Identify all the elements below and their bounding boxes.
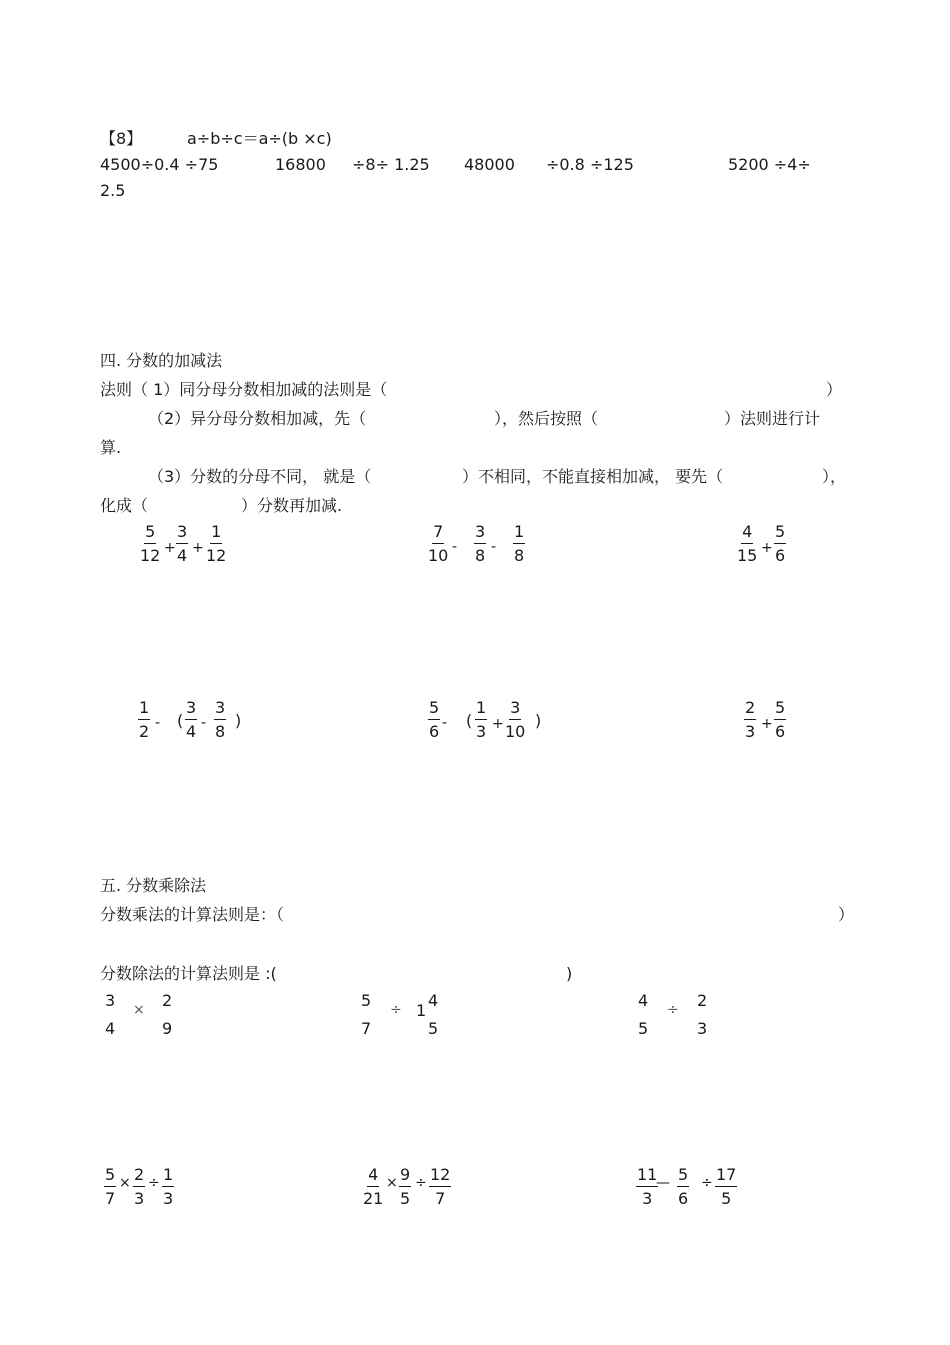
- times-sign: ×: [119, 1175, 131, 1191]
- fraction: $\frac{5}{6}$: [429, 698, 440, 741]
- fraction: $\frac{1}{2}$: [139, 698, 150, 741]
- rule3-text-d: 化成（: [100, 496, 149, 515]
- divide-sign: ÷: [390, 1002, 402, 1018]
- fraction: $\frac{1}{12}$: [206, 522, 227, 565]
- rule3-text-e: ）分数再加减.: [241, 496, 343, 515]
- left-paren: (: [177, 711, 184, 730]
- times-sign: ×: [386, 1175, 398, 1191]
- multiplication-rule-close: ）: [838, 905, 855, 924]
- rule2-text-d: 算.: [100, 438, 122, 457]
- fraction: 2 3: [697, 991, 708, 1038]
- section4-title: 四. 分数的加减法: [100, 351, 223, 370]
- section8-rule: a÷b÷c＝a÷(b ×c): [187, 129, 332, 148]
- plus-sign: +: [492, 716, 504, 732]
- fraction: $\frac{3}{8}$: [475, 522, 486, 565]
- fraction: $\frac{5}{6}$: [775, 522, 786, 565]
- section5-title: 五. 分数乘除法: [100, 876, 207, 895]
- fraction: $\frac{4}{15}$: [737, 522, 758, 565]
- fraction: $\frac{11}{3}$: [637, 1165, 658, 1208]
- fraction: $\frac{2}{3}$: [745, 698, 756, 741]
- division-rule: 分数除法的计算法则是 :(: [100, 964, 277, 983]
- rule3-text-b: ）不相同，不能直接相加减， 要先（: [462, 467, 724, 486]
- fraction: 3 4: [105, 991, 116, 1038]
- minus-sign: —: [656, 1175, 670, 1191]
- plus-sign: +: [164, 540, 176, 556]
- fraction: $\frac{1}{8}$: [514, 522, 525, 565]
- fraction: $\frac{2}{3}$: [134, 1165, 145, 1208]
- fraction: $\frac{4}{21}$: [363, 1165, 384, 1208]
- fraction: $\frac{17}{5}$: [716, 1165, 737, 1208]
- rule3-text-c: ），: [822, 467, 847, 486]
- section8-question-4a: 5200 ÷4÷: [728, 155, 811, 174]
- fraction: 4 5: [428, 991, 439, 1038]
- divide-sign: ÷: [701, 1175, 713, 1191]
- minus-sign: -: [201, 715, 207, 731]
- fraction: 5 7: [361, 991, 372, 1038]
- section8-question-3b: ÷0.8 ÷125: [546, 155, 634, 174]
- plus-sign: +: [761, 540, 773, 556]
- rule2-text-b: ），然后按照（: [494, 409, 599, 428]
- fraction: $\frac{5}{6}$: [775, 698, 786, 741]
- section8-question-2a: 16800: [275, 155, 326, 174]
- fraction: 2 9: [162, 991, 173, 1038]
- fraction: $\frac{5}{12}$: [140, 522, 161, 565]
- fraction: $\frac{12}{7}$: [430, 1165, 451, 1208]
- rule2-text: （2）异分母分数相加减，先（: [148, 409, 367, 428]
- minus-sign: -: [452, 539, 458, 555]
- minus-sign: -: [155, 715, 161, 731]
- section8-question-3a: 48000: [464, 155, 515, 174]
- plus-sign: +: [761, 716, 773, 732]
- fraction: $\frac{3}{4}$: [177, 522, 188, 565]
- rule1-close: ）: [826, 380, 843, 399]
- divide-sign: ÷: [148, 1175, 160, 1191]
- fraction: 4 5: [638, 991, 649, 1038]
- fraction: $\frac{3}{10}$: [505, 698, 526, 741]
- fraction: $\frac{1}{3}$: [163, 1165, 174, 1208]
- section8-question-2b: ÷8÷ 1.25: [352, 155, 430, 174]
- minus-sign: -: [491, 539, 497, 555]
- multiplication-rule: 分数乘法的计算法则是：（: [100, 905, 285, 924]
- right-paren: ): [235, 711, 242, 730]
- section8-question-1: 4500÷0.4 ÷75: [100, 155, 219, 174]
- mixed-whole: 1: [416, 1001, 427, 1020]
- fraction: $\frac{1}{3}$: [476, 698, 487, 741]
- divide-sign: ÷: [415, 1175, 427, 1191]
- rule2-text-c: ）法则进行计: [724, 409, 821, 428]
- section8-question-4b: 2.5: [100, 181, 126, 200]
- minus-sign: -: [442, 715, 448, 731]
- fraction: $\frac{5}{7}$: [105, 1165, 116, 1208]
- right-paren: ): [535, 711, 542, 730]
- section8-tag: 【8】: [100, 129, 143, 148]
- fraction: $\frac{5}{6}$: [678, 1165, 689, 1208]
- division-rule-close: ): [566, 964, 573, 983]
- rule1-text: 法则（ 1）同分母分数相加减的法则是（: [100, 380, 388, 399]
- fraction: $\frac{3}{8}$: [215, 698, 226, 741]
- plus-sign: +: [192, 540, 204, 556]
- left-paren: (: [466, 711, 473, 730]
- rule3-text: （3）分数的分母不同， 就是（: [148, 467, 372, 486]
- fraction: $\frac{7}{10}$: [428, 522, 449, 565]
- times-sign: ×: [133, 1002, 145, 1018]
- fraction: $\frac{3}{4}$: [186, 698, 197, 741]
- fraction: $\frac{9}{5}$: [400, 1165, 411, 1208]
- divide-sign: ÷: [667, 1002, 679, 1018]
